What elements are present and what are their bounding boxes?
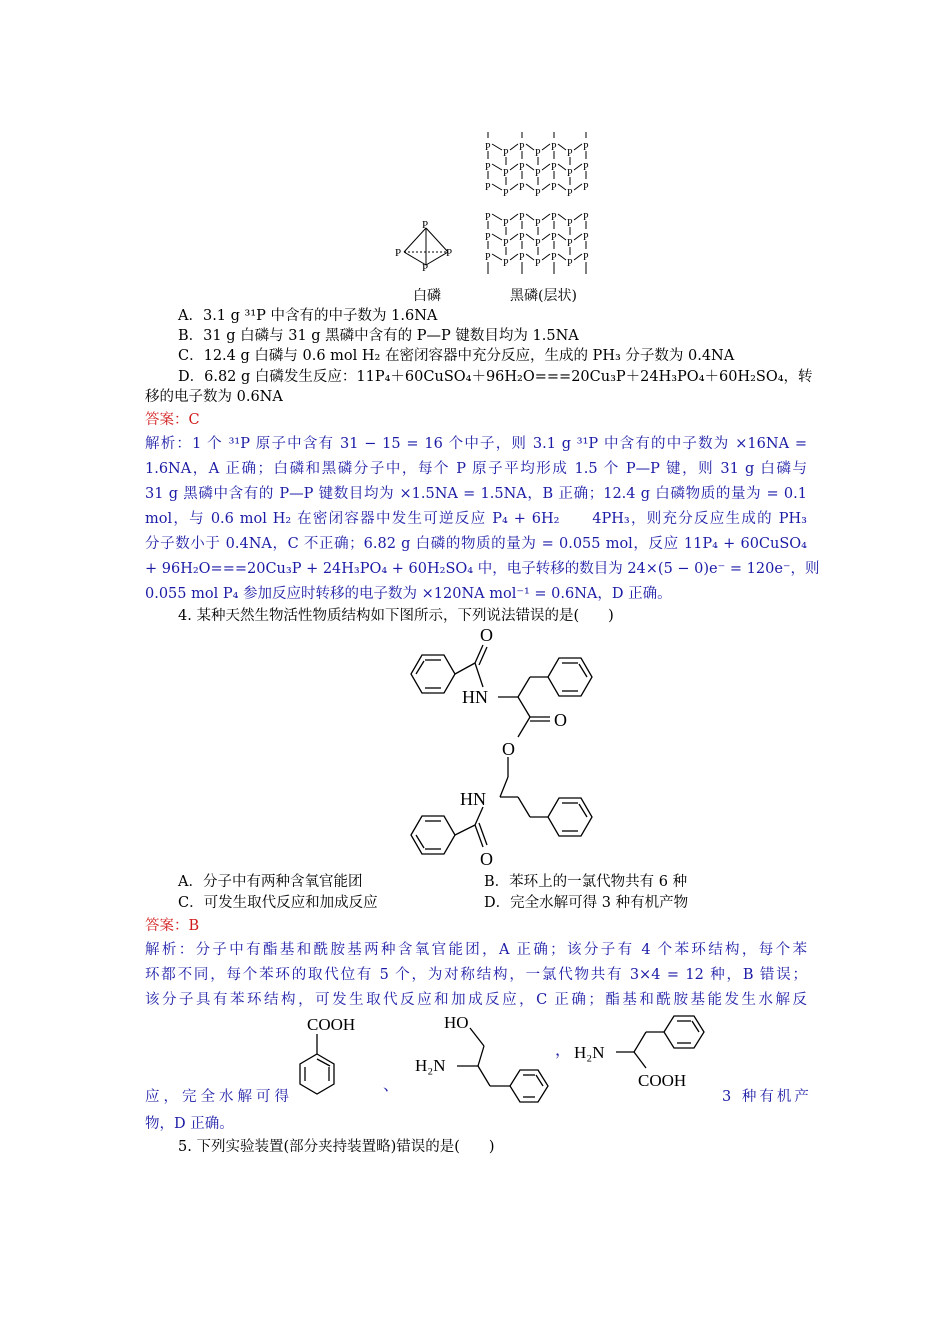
black-phosphorus-atom: P: [503, 218, 509, 229]
q4-stem: 4. 某种天然生物活性物质结构如下图所示，下列说法错误的是( ): [178, 608, 614, 624]
benzoic-acid-cooh-label: COOH: [307, 1015, 356, 1034]
black-phosphorus-atom: P: [567, 238, 573, 249]
black-phosphorus-atom: P: [485, 182, 491, 193]
black-phosphorus-atom: P: [535, 238, 541, 249]
q4-ester-o2-label: O: [502, 739, 515, 759]
black-phosphorus-atom: P: [519, 212, 525, 223]
amino-alcohol-h2n-label: H₂N: [415, 1056, 446, 1075]
product-amino-acid: [570, 1012, 720, 1092]
q3-option-d-cont: 移的电子数为 0.6NA: [145, 389, 283, 405]
q4-separator-1: 、: [383, 1075, 400, 1094]
q3-option-c: C．12.4 g 白磷与 0.6 mol H₂ 在密闭容器中充分反应，生成的 PH₃ 分子数为 0.4NA: [178, 348, 735, 364]
q3-option-d: D．6.82 g 白磷发生反应：11P₄＋60CuSO₄＋96H₂O===20Cu₃P＋24H₃PO₄＋60H₂SO₄，转: [178, 369, 813, 385]
q3-explanation-line-1: 解析：1 个 ³¹P 原子中含有 31 − 15 = 16 个中子，则 3.1 g ³¹P 中含有的中子数为 ×16NA =: [145, 436, 807, 452]
black-phosphorus-atom: P: [551, 162, 557, 173]
q3-explanation-line-2: 1.6NA，A 正确；白磷和黑磷分子中，每个 P 原子平均形成 1.5 个 P—P 键，则 31 g 白磷与: [145, 461, 807, 477]
q3-explanation-line-7: 0.055 mol P₄ 参加反应时转移的电子数为 ×120NA mol⁻¹ = 0.6NA，D 正确。: [145, 586, 672, 602]
black-phosphorus-atom: P: [583, 142, 589, 153]
q3-answer: 答案：C: [145, 412, 200, 428]
black-phosphorus-atom: P: [567, 188, 573, 199]
q3-explanation-line-6: + 96H₂O===20Cu₃P + 24H₃PO₄ + 60H₂SO₄ 中，电子转移的数目为 24×(5 − 0)e⁻ = 120e⁻，则: [145, 561, 820, 577]
q4-option-c: C．可发生取代反应和加成反应: [178, 895, 378, 911]
black-phosphorus-atom: P: [519, 252, 525, 263]
svg-text:P: P: [446, 247, 453, 259]
q3-explanation-line-3: 31 g 黑磷中含有的 P—P 键数目均为 ×1.5NA = 1.5NA，B 正确；12.4 g 白磷物质的量为 = 0.1: [145, 486, 807, 502]
black-phosphorus-atom: P: [503, 168, 509, 179]
svg-text:P: P: [422, 262, 429, 274]
black-phosphorus-atom: P: [485, 232, 491, 243]
q3-option-b: B．31 g 白磷与 31 g 黑磷中含有的 P—P 键数目均为 1.5NA: [178, 328, 579, 344]
black-phosphorus-atom: P: [583, 182, 589, 193]
q3-option-a: A．3.1 g ³¹P 中含有的中子数为 1.6NA: [178, 308, 438, 324]
black-phosphorus-atom: P: [551, 232, 557, 243]
black-phosphorus-atom: P: [535, 188, 541, 199]
q3-explanation-line-5: 分子数小于 0.4NA，C 不正确；6.82 g 白磷的物质的量为 = 0.055 mol，反应 11P₄ + 60CuSO₄: [145, 536, 807, 552]
black-phosphorus-atom: P: [567, 218, 573, 229]
q4-explanation-line-2: 环都不同，每个苯环的取代位有 5 个，为对称结构，一氯代物共有 3×4 = 12 种，B 错误；: [145, 967, 807, 983]
product-benzoic-acid: [285, 1012, 380, 1112]
product-amino-alcohol: [410, 1008, 550, 1110]
amino-alcohol-ho-label: HO: [444, 1013, 469, 1032]
q4-top-o-label: O: [480, 625, 493, 645]
black-phosphorus-atom: P: [583, 162, 589, 173]
black-phosphorus-atom: P: [567, 168, 573, 179]
black-phosphorus-atom: P: [583, 232, 589, 243]
q4-explanation-tail-right: 3 种有机产: [722, 1089, 812, 1105]
black-phosphorus-atom: P: [503, 148, 509, 159]
black-phosphorus-atom: P: [535, 148, 541, 159]
black-phosphorus-atom: P: [485, 142, 491, 153]
q4-explanation-line-3: 该分子具有苯环结构，可发生取代反应和加成反应，C 正确；酯基和酰胺基能发生水解反: [145, 992, 807, 1008]
black-phosphorus-atom: P: [519, 162, 525, 173]
black-phosphorus-atom: P: [583, 252, 589, 263]
amino-acid-cooh-label: COOH: [638, 1071, 687, 1090]
q4-explanation-tail-left: 应，完全水解可得: [145, 1089, 293, 1105]
q4-top-hn-label: HN: [462, 687, 488, 707]
black-phosphorus-atom: P: [567, 258, 573, 269]
q4-molecule-structure: [380, 625, 620, 870]
black-phosphorus-atom: P: [567, 148, 573, 159]
q4-explanation-last: 物，D 正确。: [145, 1116, 234, 1132]
black-phosphorus-atom: P: [503, 188, 509, 199]
q4-separator-2: ，: [555, 1040, 572, 1059]
black-phosphorus-atom: P: [503, 258, 509, 269]
q4-answer: 答案：B: [145, 918, 200, 934]
q4-option-d: D．完全水解可得 3 种有机产物: [484, 895, 689, 911]
q3-explanation-line-4: mol，与 0.6 mol H₂ 在密闭容器中发生可逆反应 P₄ + 6H₂ 4PH₃，则充分反应生成的 PH₃: [145, 511, 807, 527]
black-phosphorus-atom: P: [535, 168, 541, 179]
q4-ester-o-label: O: [554, 710, 567, 730]
white-phosphorus-molecule: [404, 228, 448, 265]
phosphorus-structures-figure: [390, 120, 610, 305]
black-phosphorus-atom: P: [519, 142, 525, 153]
black-phosphorus-atom: P: [535, 258, 541, 269]
white-phosphorus-label: 白磷: [413, 288, 441, 304]
q4-explanation-line-1: 解析：分子中有酯基和酰胺基两种含氧官能团，A 正确；该分子有 4 个苯环结构，每个苯: [145, 942, 807, 958]
svg-text:P: P: [422, 219, 429, 231]
q4-option-a: A．分子中有两种含氧官能团: [178, 874, 363, 890]
amino-acid-h2n-label: H₂N: [574, 1043, 605, 1062]
svg-text:P: P: [395, 247, 402, 259]
black-phosphorus-atom: P: [519, 182, 525, 193]
black-phosphorus-atom: P: [485, 252, 491, 263]
black-phosphorus-atom: P: [583, 212, 589, 223]
black-phosphorus-atom: P: [485, 212, 491, 223]
black-phosphorus-atom: P: [519, 232, 525, 243]
black-phosphorus-atom: P: [503, 238, 509, 249]
black-phosphorus-label: 黑磷(层状): [510, 288, 577, 304]
q4-option-b: B．苯环上的一氯代物共有 6 种: [484, 874, 688, 890]
black-phosphorus-atom: P: [485, 162, 491, 173]
black-phosphorus-atom: P: [551, 182, 557, 193]
black-phosphorus-atom: P: [551, 212, 557, 223]
black-phosphorus-atom: P: [535, 218, 541, 229]
q4-bottom-o-label: O: [480, 849, 493, 869]
q5-stem: 5. 下列实验装置(部分夹持装置略)错误的是( ): [178, 1139, 495, 1155]
q4-bottom-hn-label: HN: [460, 789, 486, 809]
black-phosphorus-atom: P: [551, 252, 557, 263]
black-phosphorus-atom: P: [551, 142, 557, 153]
